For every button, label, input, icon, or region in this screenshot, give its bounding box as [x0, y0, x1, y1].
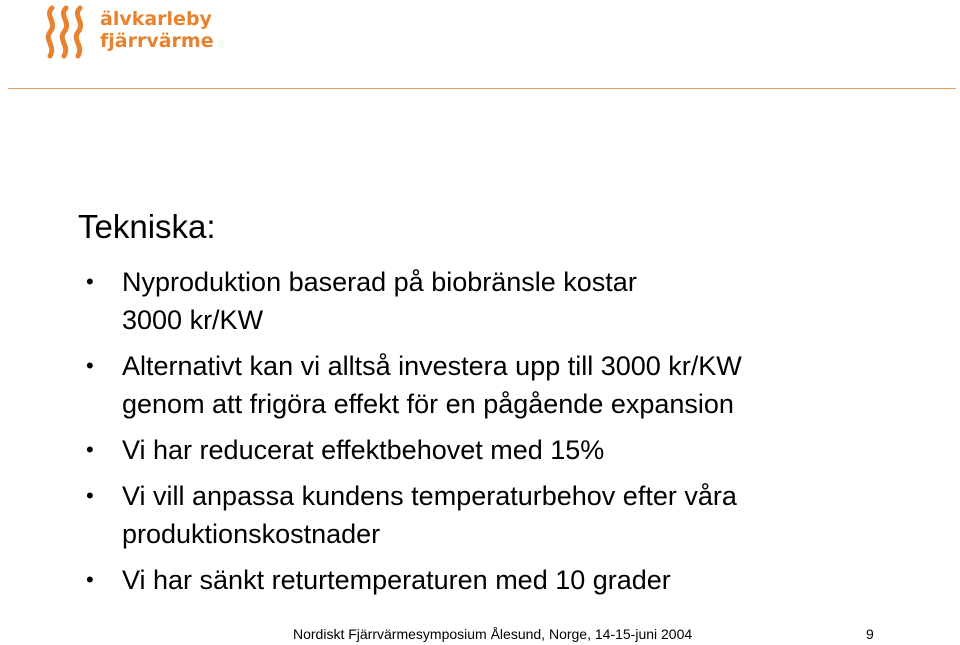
flame-logo-icon [42, 4, 92, 62]
page-number: 9 [866, 626, 874, 642]
bullet-icon: • [86, 483, 94, 508]
bullet-item [80, 347, 940, 423]
bullet-item [80, 263, 940, 339]
logo-line-1: älvkarleby [100, 8, 212, 30]
bullet-line: Vi har sänkt returtemperaturen med 10 grader [122, 565, 671, 595]
logo-wordmark [100, 8, 214, 52]
bullet-line: produktionskostnader [122, 519, 381, 549]
bullet-item [80, 431, 940, 469]
slide-footer [0, 624, 960, 644]
header-divider [8, 88, 956, 89]
bullet-line: Nyproduktion baserad på biobränsle kostar [122, 267, 637, 297]
bullet-list [80, 263, 940, 607]
bullet-line: Vi vill anpassa kundens temperaturbehov efter våra [122, 481, 737, 511]
footer-text: Nordiskt Fjärrvärmesymposium Ålesund, Norge, 14-15-juni 2004 [293, 626, 693, 642]
bullet-item [80, 561, 940, 599]
bullet-line: Alternativt kan vi alltså investera upp till 3000 kr/KW [122, 351, 742, 381]
bullet-line: genom att frigöra effekt för en pågående expansion [122, 389, 734, 419]
bullet-line: Vi har reducerat effektbehovet med 15% [122, 435, 605, 465]
bullet-icon: • [86, 353, 94, 378]
slide-heading: Tekniska: [78, 208, 216, 245]
bullet-icon: • [86, 437, 94, 462]
bullet-item [80, 477, 940, 553]
logo-line-2: fjärrvärme [100, 30, 214, 52]
bullet-line: 3000 kr/KW [122, 305, 264, 335]
bullet-icon: • [86, 269, 94, 294]
company-logo [42, 4, 232, 64]
bullet-icon: • [86, 567, 94, 592]
